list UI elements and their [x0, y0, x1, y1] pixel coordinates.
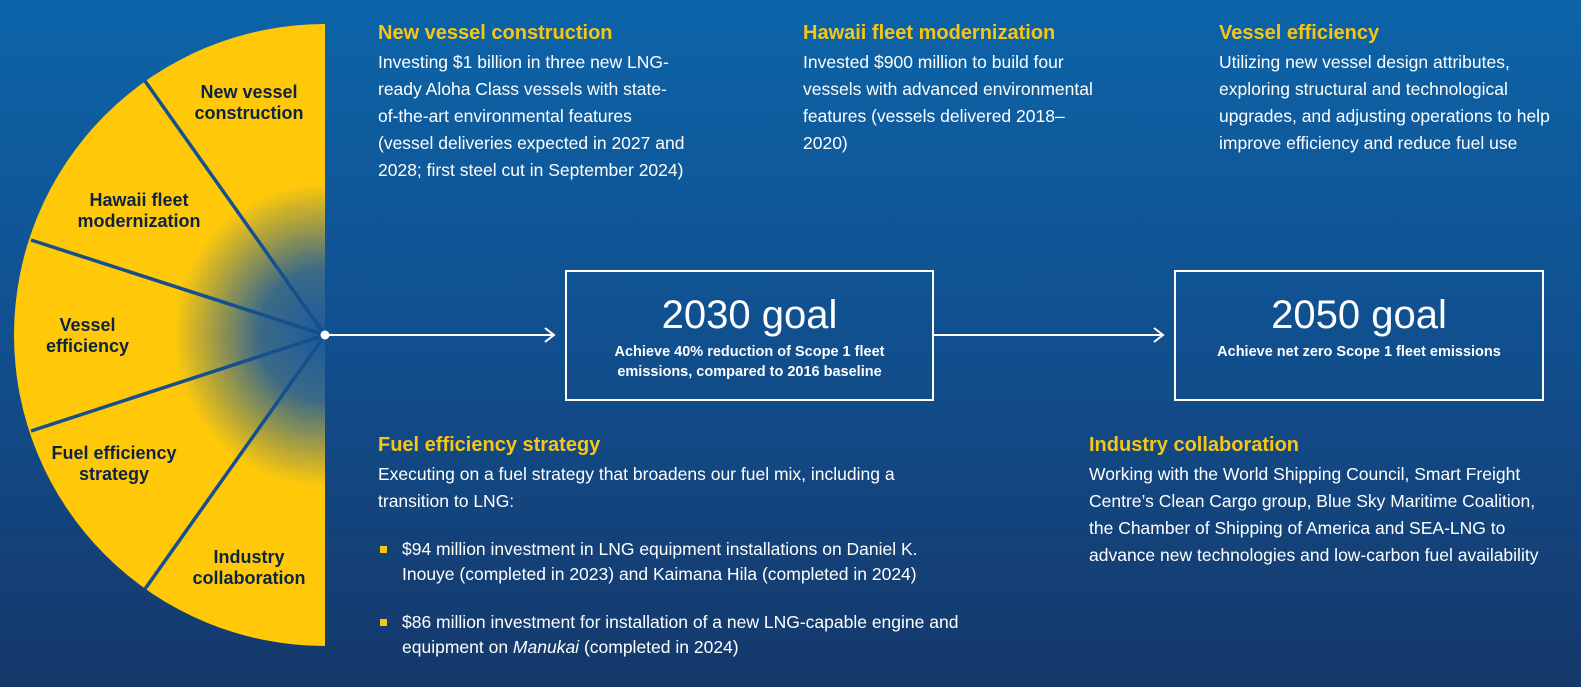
fuel-efficiency-strategy-text: Executing on a fuel strategy that broadens our fuel mix, including a transition to LNG: [378, 464, 895, 511]
fan-segment-fuel-efficiency-strategy: Fuel efficiency strategy [51, 443, 177, 484]
vessel-efficiency-block [1219, 21, 1554, 157]
bullet-icon [380, 619, 387, 626]
industry-collaboration-block [1089, 433, 1554, 569]
fan-center-dot [321, 331, 330, 340]
fuel-investment-item-2-text: $86 million investment for installation of a new LNG-capable engine and equipment on [402, 612, 959, 657]
goal-2050-box [1174, 270, 1544, 401]
fan-segment-new-vessel-construction: New vessel construction [194, 82, 304, 123]
goal-2030-box [565, 270, 934, 401]
list-item [378, 610, 968, 660]
vessel-efficiency-title: Vessel efficiency [1219, 22, 1380, 44]
new-vessel-construction-text: Investing $1 billion in three new LNG-ready Aloha Class vessels with state-of-the-art environmental features (vessel deliveries expected in 2027 and 2028; first steel cut in September 2024) [378, 52, 685, 180]
industry-collaboration-title: Industry collaboration [1089, 434, 1300, 456]
fuel-efficiency-strategy-title: Fuel efficiency strategy [378, 434, 601, 456]
fan-segment-industry-collaboration: Industry collaboration [192, 547, 306, 588]
fan-segment-hawaii-fleet-modernization: Hawaii fleet modernization [77, 190, 201, 231]
vessel-name-manukai: Manukai [512, 637, 580, 657]
goal-2030-description: Achieve 40% reduction of Scope 1 fleet emissions, compared to 2016 baseline [614, 344, 885, 380]
fuel-investment-list [378, 537, 968, 660]
goal-2050-description: Achieve net zero Scope 1 fleet emissions [1217, 344, 1501, 360]
list-item [378, 537, 968, 587]
industry-collaboration-text: Working with the World Shipping Council, Smart Freight Centre’s Clean Cargo group, Blue Sky Maritime Coalition, the Chamber of Shipping of America and SEA-LNG to advance new technologies and low-carbon fuel availability [1089, 464, 1539, 565]
goal-2030-title: 2030 goal [661, 293, 838, 337]
fan-segment-vessel-efficiency: Vessel efficiency [45, 315, 130, 356]
fuel-efficiency-strategy-block [378, 433, 968, 683]
fuel-investment-item-2-suffix: (completed in 2024) [579, 637, 739, 657]
hawaii-fleet-modernization-text: Invested $900 million to build four vessels with advanced environmental features (vessels delivered 2018–2020) [803, 52, 1093, 153]
hawaii-fleet-modernization-block [803, 21, 1093, 157]
new-vessel-construction-title: New vessel construction [378, 22, 613, 44]
bullet-icon [380, 546, 387, 553]
new-vessel-construction-block [378, 21, 686, 184]
hawaii-fleet-modernization-title: Hawaii fleet modernization [803, 22, 1056, 44]
fuel-investment-item-1: $94 million investment in LNG equipment installations on Daniel K. Inouye (completed in 2023) and Kaimana Hila (completed in 2024) [402, 539, 918, 584]
vessel-efficiency-text: Utilizing new vessel design attributes, exploring structural and technological upgrades, and adjusting operations to help improve efficiency and reduce fuel use [1219, 52, 1550, 153]
goal-2050-title: 2050 goal [1271, 293, 1447, 337]
